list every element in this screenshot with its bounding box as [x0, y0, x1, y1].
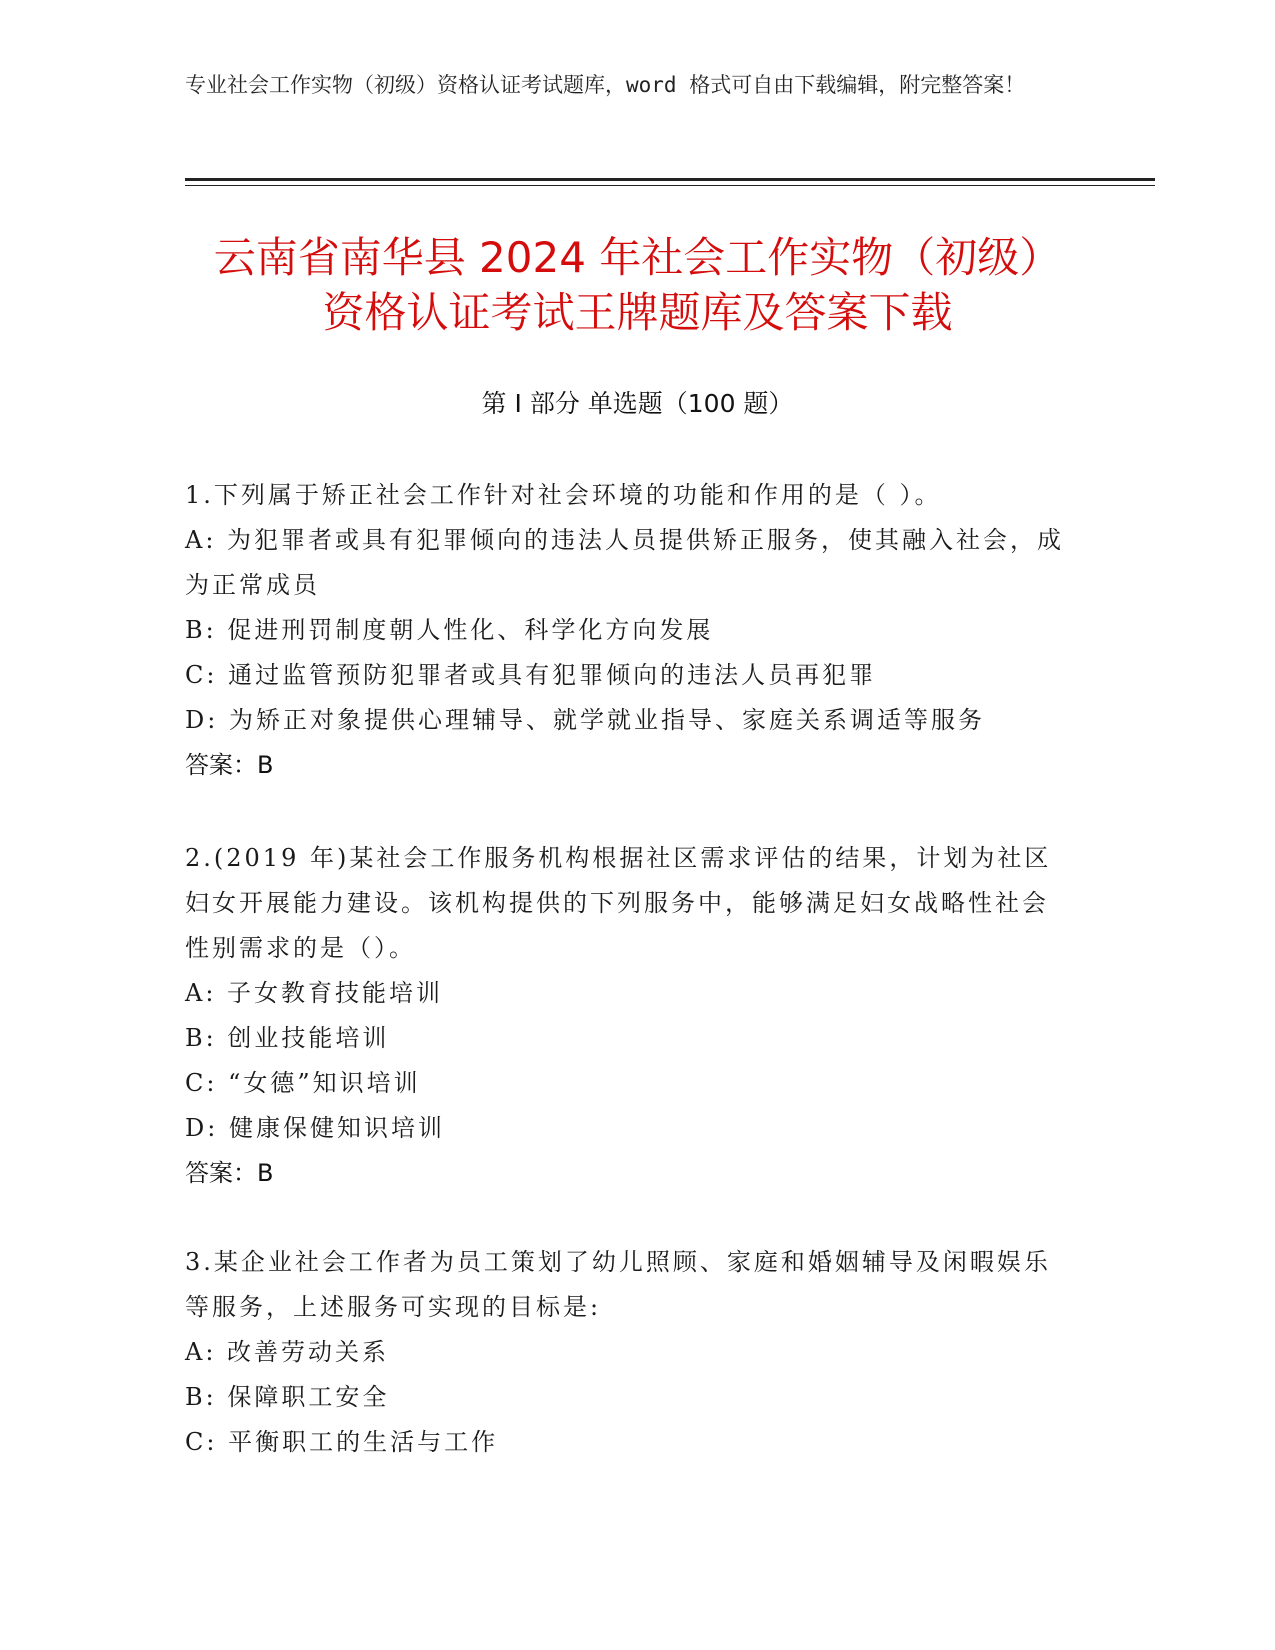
header-note: 专业社会工作实物（初级）资格认证考试题库，word 格式可自由下载编辑，附完整答案！: [185, 73, 1026, 97]
option-a: A: 改善劳动关系: [185, 1338, 390, 1366]
answer: 答案：B: [185, 1159, 274, 1187]
question-stem: 2.(2019 年)某社会工作服务机构根据社区需求评估的结果，计划为社区妇女开展能力建设。该机构提供的下列服务中，能够满足妇女战略性社会性别需求的是（）。: [185, 844, 1052, 962]
document-title-line2: 资格认证考试王牌题库及答案下载: [322, 288, 953, 337]
option-b: B: 促进刑罚制度朝人性化、科学化方向发展: [185, 616, 714, 644]
question-3: [185, 1240, 1065, 1465]
option-c: C: 平衡职工的生活与工作: [185, 1428, 499, 1456]
question-2: [185, 836, 1065, 1196]
option-c: C: 通过监管预防犯罪者或具有犯罪倾向的违法人员再犯罪: [185, 661, 877, 689]
document-title: [140, 230, 1135, 340]
question-stem: 3.某企业社会工作者为员工策划了幼儿照顾、家庭和婚姻辅导及闲暇娱乐等服务，上述服务可实现的目标是:: [185, 1248, 1051, 1321]
option-a: A: 为犯罪者或具有犯罪倾向的违法人员提供矫正服务，使其融入社会，成为正常成员: [185, 526, 1065, 599]
question-1: [185, 473, 1065, 788]
option-b: B: 创业技能培训: [185, 1024, 390, 1052]
question-stem: 1.下列属于矫正社会工作针对社会环境的功能和作用的是（ ）。: [185, 481, 942, 509]
option-c: C: “女德”知识培训: [185, 1069, 421, 1097]
header-rule-thick: [185, 178, 1155, 181]
answer: 答案：B: [185, 751, 274, 779]
option-b: B: 保障职工安全: [185, 1383, 390, 1411]
option-d: D: 为矫正对象提供心理辅导、就学就业指导、家庭关系调适等服务: [185, 706, 985, 734]
section-heading: 第 I 部分 单选题（100 题）: [481, 389, 794, 418]
document-title-line1: 云南省南华县 2024 年社会工作实物（初级）: [213, 233, 1062, 282]
option-d: D: 健康保健知识培训: [185, 1114, 445, 1142]
option-a: A: 子女教育技能培训: [185, 979, 444, 1007]
header-rule-thin: [185, 185, 1155, 186]
